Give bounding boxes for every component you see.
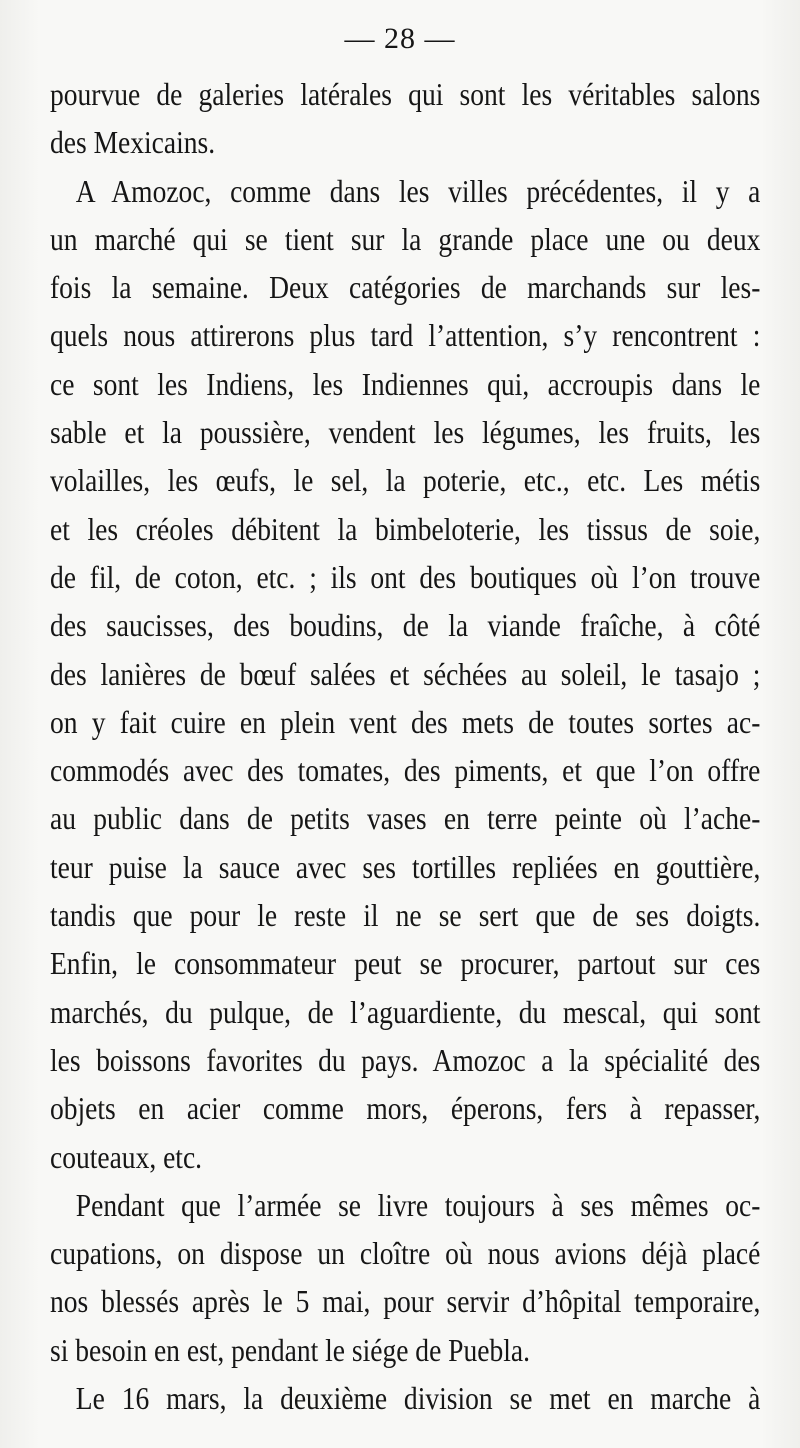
text-line: on y fait cuire en plein vent des mets de toutes sortes ac-: [50, 703, 761, 740]
text-line: sable et la poussière, vendent les légumes, les fruits, les: [50, 414, 761, 451]
text-line: marchés, du pulque, de l’aguardiente, du mescal, qui sont: [50, 993, 761, 1030]
text-line: Le 16 mars, la deuxième division se met en marche à: [75, 1380, 761, 1417]
text-line: des saucisses, des boudins, de la viande fraîche, à côté: [50, 607, 761, 644]
text-line: cupations, on dispose un cloître où nous avions déjà placé: [50, 1235, 761, 1272]
page-number: — 28 —: [344, 22, 456, 55]
text-line: au public dans de petits vases en terre peinte où l’ache-: [50, 800, 761, 837]
text-line: des lanières de bœuf salées et séchées au soleil, le tasajo ;: [50, 655, 761, 692]
text-line: A Amozoc, comme dans les villes précédentes, il y a: [75, 172, 761, 209]
text-line: commodés avec des tomates, des piments, et que l’on offre: [50, 752, 761, 789]
text-line: les boissons favorites du pays. Amozoc a la spécialité des: [50, 1041, 761, 1078]
body-text: [50, 70, 760, 1422]
text-line: quels nous attirerons plus tard l’attention, s’y rencontrent :: [50, 317, 761, 354]
text-line: pourvue de galeries latérales qui sont les véritables salons: [50, 76, 761, 112]
text-line: un marché qui se tient sur la grande place une ou deux: [50, 220, 761, 257]
text-line: teur puise la sauce avec ses tortilles repliées en gouttière,: [50, 848, 761, 885]
text-line: ce sont les Indiens, les Indiennes qui, accroupis dans le: [50, 365, 761, 402]
text-line: de fil, de coton, etc. ; ils ont des boutiques où l’on trouve: [50, 558, 761, 595]
text-line: objets en acier comme mors, éperons, fers à repasser,: [50, 1090, 761, 1127]
text-line: et les créoles débitent la bimbeloterie, les tissus de soie,: [50, 510, 761, 547]
text-line: fois la semaine. Deux catégories de marchands sur les-: [50, 269, 761, 306]
text-line: si besoin en est, pendant le siége de Puebla.: [50, 1331, 530, 1368]
text-line: tandis que pour le reste il ne se sert que de ses doigts.: [50, 897, 761, 934]
text-line: Enfin, le consommateur peut se procurer, partout sur ces: [50, 945, 761, 982]
text-line: nos blessés après le 5 mai, pour servir d’hôpital temporaire,: [50, 1283, 761, 1320]
text-line: Pendant que l’armée se livre toujours à ses mêmes oc-: [75, 1186, 761, 1223]
text-line: volailles, les œufs, le sel, la poterie, etc., etc. Les métis: [50, 462, 761, 499]
text-line: des Mexicains.: [50, 124, 216, 161]
text-line: couteaux, etc.: [50, 1138, 203, 1175]
